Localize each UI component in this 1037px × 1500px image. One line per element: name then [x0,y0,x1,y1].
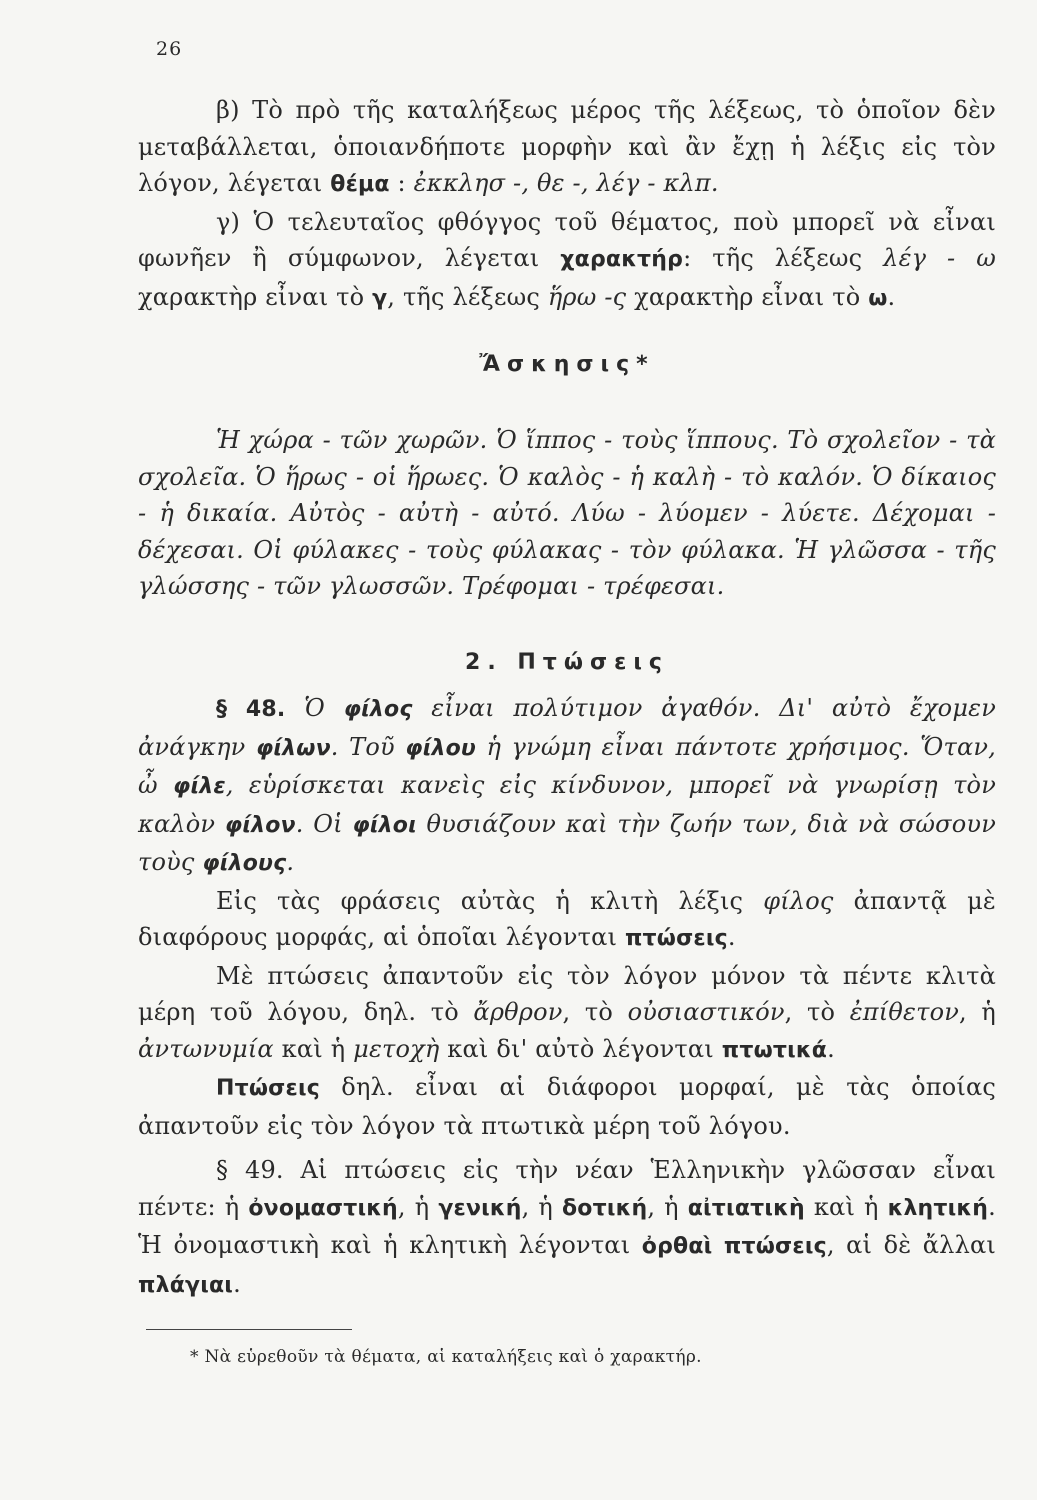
text: . [233,1269,241,1298]
text: Εἰς τὰς φράσεις αὐτὰς ἡ κλιτὴ λέξις [216,886,764,915]
term: ὀνομαστική [248,1195,398,1221]
text: , τὸ [784,998,850,1026]
text: θυσιάζουν καὶ τὴν ζωήν των, διὰ νὰ σώσουν τοὺς [138,809,996,876]
text: , ἡ [521,1192,562,1221]
term: κλητική [887,1195,989,1221]
text: , τῆς λέξεως [387,282,548,311]
text: καὶ ἡ [273,1034,354,1063]
text: ἀπαντᾷ μὲ διαφόρους μορφάς, αἱ ὁποῖαι λέγονται [138,886,996,951]
text: , ἡ [647,1192,688,1221]
page-number: 26 [156,38,183,60]
text: β) Τὸ πρὸ τῆς καταλήξεως μέρος τῆς λέξεως, τὸ ὁποῖον δὲν μεταβάλλεται, ὁποιανδήποτε μορφὴν καὶ ἂν ἔχῃ ἡ λέξις εἰς τὸν λόγον, λέγεται [138,96,996,197]
text: . Οἱ [295,809,353,838]
example: λέγ - ω [883,244,996,272]
term: δοτική [561,1195,648,1221]
term-charaktir: χαρακτήρ [560,247,684,272]
text: εἶναι πολύτιμον ἀγαθόν. Δι' αὐτὸ ἔχομεν ἀνάγκην [138,694,997,761]
text: Ὁ [285,694,344,722]
text: γ) Ὁ τελευταῖος φθόγγος τοῦ θέματος, ποὺ μπορεῖ νὰ εἶναι φωνῆεν ἢ σύμφωνον, λέγεται [138,207,996,272]
term: φίλου [405,735,476,761]
text: § 49. Αἱ πτώσεις εἰς τὴν νέαν Ἑλληνικὴν γλῶσσαν εἶναι πέντε: ἡ [138,1156,996,1221]
text: . Τοῦ [330,732,406,761]
text: . [727,923,736,951]
example: ἄρθρον [473,998,563,1026]
section-49 [138,1152,996,1304]
text: χαρακτὴρ εἶναι τὸ [626,282,869,311]
text: : τῆς λέξεως [683,244,884,272]
paragraph-beta [138,92,996,317]
example: ἀντωνυμία [138,1034,274,1063]
text: . [286,848,295,876]
footnote: * Νὰ εὑρεθοῦν τὰ θέματα, αἱ καταλήξεις καὶ ὁ χαρακτήρ. [190,1347,702,1367]
example: μετοχὴ [353,1034,440,1063]
term: φίλων [255,735,331,761]
text: Μὲ πτώσεις ἀπαντοῦν εἰς τὸν λόγον μόνον τὰ πέντε κλιτὰ μέρη τοῦ λόγου, δηλ. τὸ [138,961,996,1026]
term: φίλος [343,697,413,722]
term: γενική [438,1195,522,1221]
term-thema: θέμα [330,172,390,197]
exercise-heading: Ἄσκησις* [479,352,655,377]
term: αἰτιατικὴ [687,1195,805,1221]
text: ἡ γνώμη εἶναι πάντοτε χρήσιμος. Ὅταν, ὦ [138,732,996,799]
term: φίλους [202,851,287,876]
text: . [827,1034,835,1063]
term: ὀρθαὶ πτώσεις [641,1234,827,1259]
example: ἐκκλησ -, θε -, λέγ - κλπ. [413,169,719,197]
example: οὐσιαστικόν [627,998,785,1026]
text: χαρακτὴρ εἶναι τὸ [138,282,373,311]
term: πλάγιαι [138,1272,234,1298]
section-number: § 48. [216,697,286,722]
term: φίλον [224,812,296,838]
text: καὶ ἡ [804,1192,888,1221]
term: Πτώσεις [216,1076,320,1101]
exercise-text: Ἡ χώρα - τῶν χωρῶν. Ὁ ἵππος - τοὺς ἵππους. Τὸ σχολεῖον - τὰ σχολεῖα. Ὁ ἥρως - οἱ ἥρωες. Ὁ καλὸς - ἡ καλὴ - τὸ καλόν. Ὁ δίκαιος - ἡ δικαία. Αὐτὸς - αὐτὴ - αὐτό. Λύω - λύομεν - λύετε. Δέχομαι - δέχεσαι. Οἱ φύλακες - τοὺς φύλακας - τὸν φύλακα. Ἡ γλῶσσα - τῆς γλώσσης - τῶν γλωσσῶν. Τρέφομαι - τρέφεσαι. [138,426,996,600]
text: , τὸ [562,998,628,1026]
example: φίλος [763,886,834,915]
example: ἐπίθετον [849,998,960,1026]
text: καὶ δι' αὐτὸ λέγονται [439,1034,722,1063]
text: . Ἡ ὀνομαστικὴ καὶ ἡ κλητικὴ λέγονται [138,1192,996,1259]
text: , ἡ [397,1192,439,1221]
term: πτωτικά [721,1037,828,1063]
footnote-rule [146,1329,352,1330]
text: δηλ. εἶναι αἱ διάφοροι μορφαί, μὲ τὰς ὁποίας ἀπαντοῦν εἰς τὸν λόγον τὰ πτωτικὰ μέρη τοῦ λόγου. [138,1073,996,1140]
text: , ἡ [959,998,996,1026]
exercise-text-block [138,422,996,605]
text: , εὑρίσκεται κανεὶς εἰς κίνδυνον, μπορεῖ νὰ γνωρίσῃ τὸν καλὸν [138,771,996,838]
section-heading: 2. Πτώσεις [465,650,669,675]
term: φίλε [173,774,226,799]
text: . [887,282,896,311]
text: : [389,169,414,197]
term-omega: ω [868,285,888,311]
term: φίλοι [352,812,417,838]
term: πτώσεις [624,926,728,951]
section-48 [138,690,996,1144]
example: ἥρω -ς [547,282,627,311]
text: , αἱ δὲ ἄλλαι [826,1231,996,1259]
term-gamma: γ [372,285,388,311]
